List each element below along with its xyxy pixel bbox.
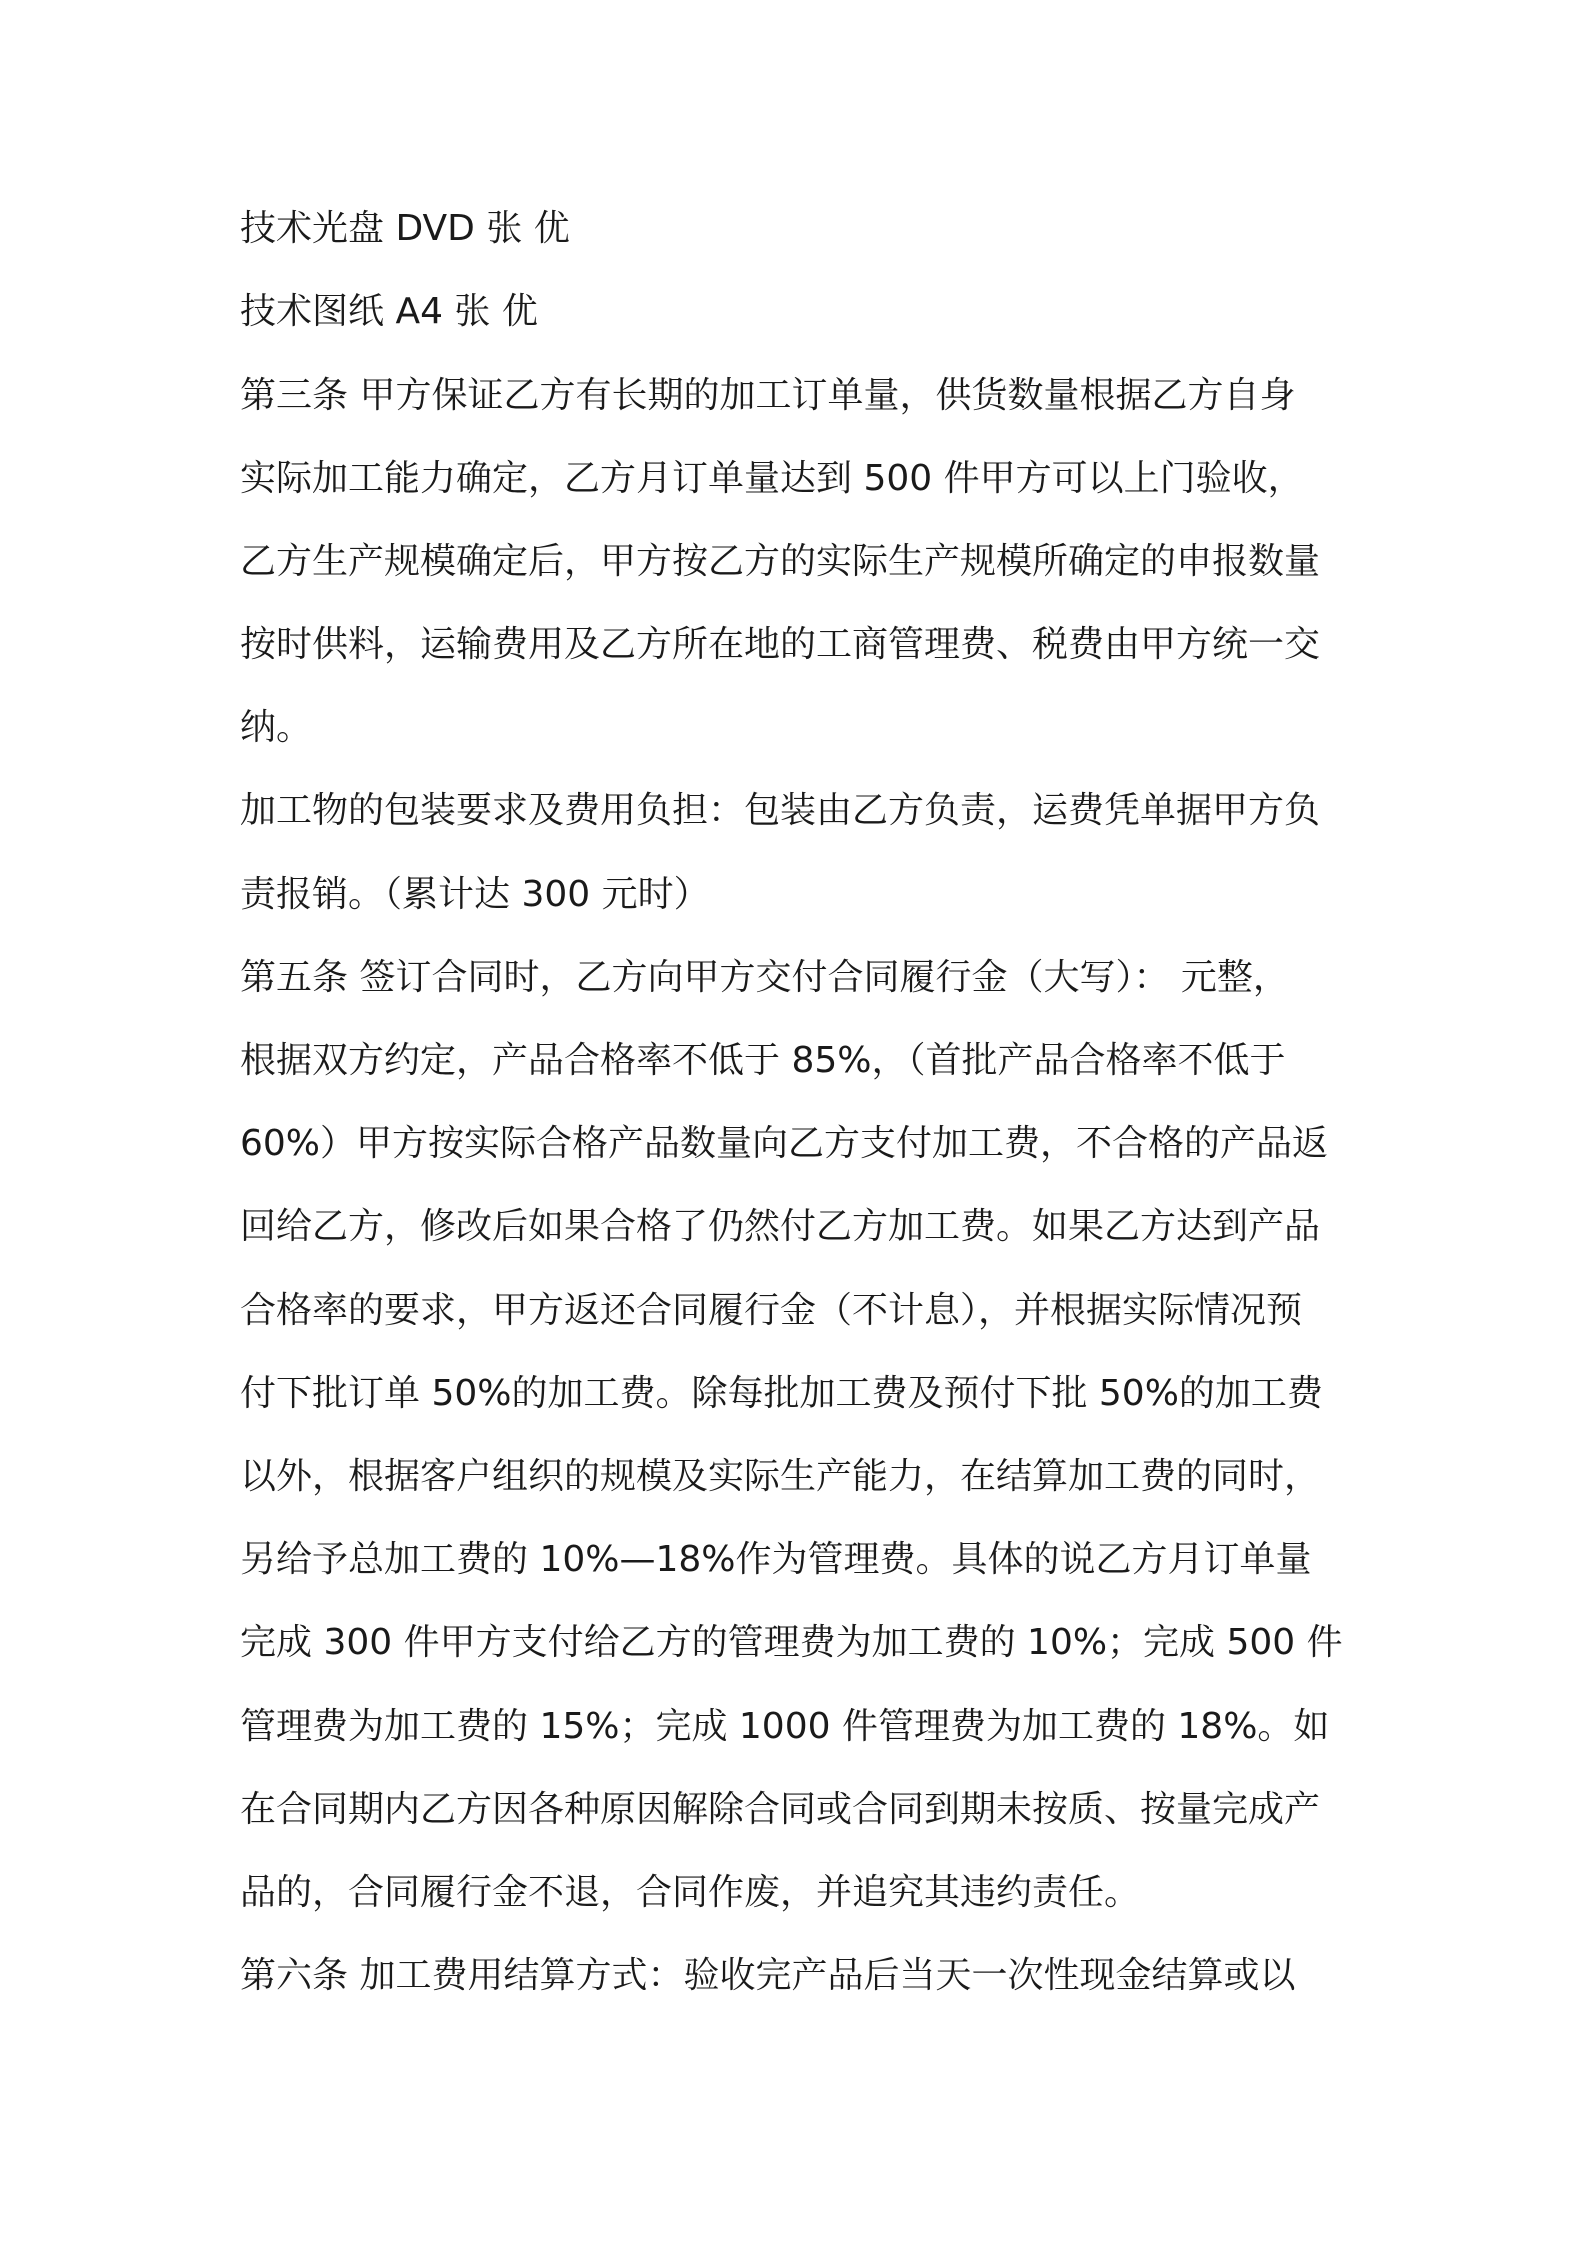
text-line: 纳。	[240, 707, 313, 748]
text-line: 以外，根据客户组织的规模及实际生产能力，在结算加工费的同时，	[240, 1456, 1321, 1497]
text-line: 60%）甲方按实际合格产品数量向乙方支付加工费，不合格的产品返	[240, 1123, 1329, 1164]
text-line: 完成 300 件甲方支付给乙方的管理费为加工费的 10%；完成 500 件	[240, 1622, 1343, 1663]
text-line: 按时供料，运输费用及乙方所在地的工商管理费、税费由甲方统一交	[240, 624, 1321, 665]
text-line-article-5: 第五条 签订合同时，乙方向甲方交付合同履行金（大写）： 元整，	[240, 957, 1289, 998]
text-line: 在合同期内乙方因各种原因解除合同或合同到期未按质、按量完成产	[240, 1789, 1321, 1830]
text-line: 品的，合同履行金不退，合同作废，并追究其违约责任。	[240, 1872, 1141, 1913]
text-line-tech-disc: 技术光盘 DVD 张 优	[240, 208, 570, 249]
text-line: 责报销。（累计达 300 元时）	[240, 874, 710, 915]
text-line: 根据双方约定，产品合格率不低于 85%，（首批产品合格率不低于	[240, 1040, 1286, 1081]
text-line: 管理费为加工费的 15%；完成 1000 件管理费为加工费的 18%。如	[240, 1706, 1330, 1747]
text-line: 付下批订单 50%的加工费。除每批加工费及预付下批 50%的加工费	[240, 1373, 1323, 1414]
text-line-article-6: 第六条 加工费用结算方式：验收完产品后当天一次性现金结算或以	[240, 1955, 1296, 1996]
text-line-article-3: 第三条 甲方保证乙方有长期的加工订单量，供货数量根据乙方自身	[240, 375, 1296, 416]
text-line-tech-drawings: 技术图纸 A4 张 优	[240, 291, 538, 332]
text-line: 乙方生产规模确定后，甲方按乙方的实际生产规模所确定的申报数量	[240, 541, 1321, 582]
text-line-packaging: 加工物的包装要求及费用负担：包装由乙方负责，运费凭单据甲方负	[240, 790, 1321, 831]
text-line: 合格率的要求，甲方返还合同履行金（不计息），并根据实际情况预	[240, 1290, 1303, 1331]
text-line: 另给予总加工费的 10%—18%作为管理费。具体的说乙方月订单量	[240, 1539, 1312, 1580]
text-line: 回给乙方，修改后如果合格了仍然付乙方加工费。如果乙方达到产品	[240, 1206, 1321, 1247]
text-line: 实际加工能力确定，乙方月订单量达到 500 件甲方可以上门验收，	[240, 458, 1304, 499]
